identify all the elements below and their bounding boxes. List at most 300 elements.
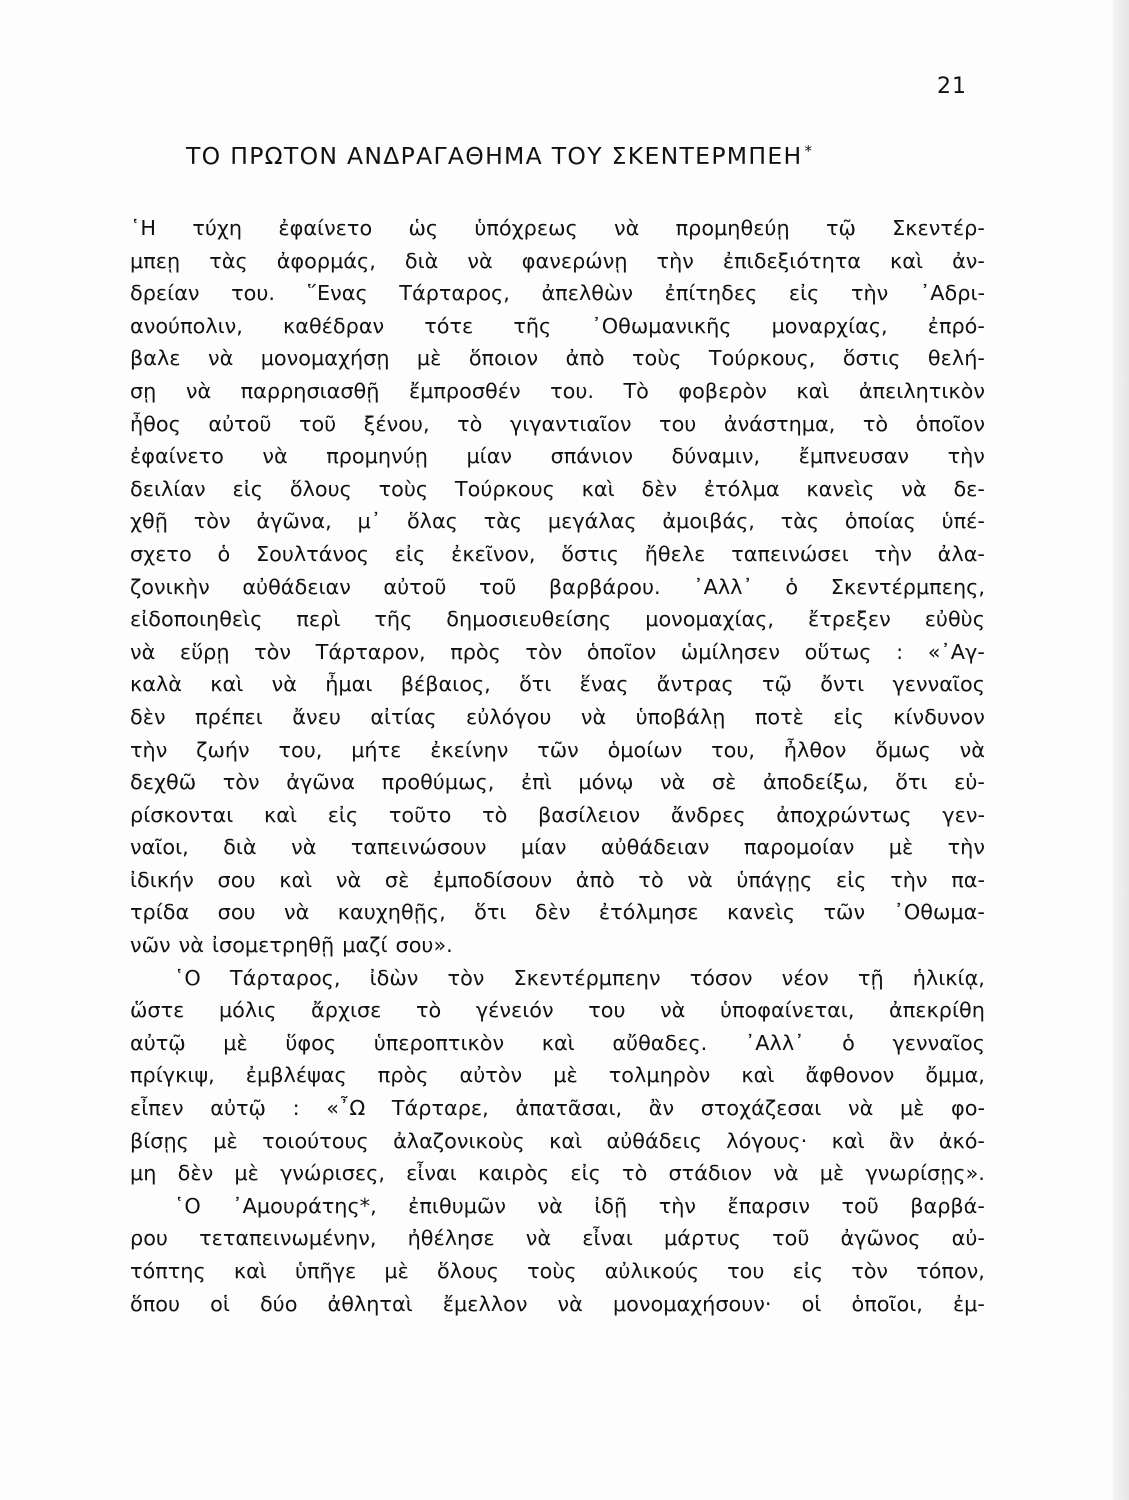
word: νὰ — [525, 1226, 552, 1251]
word: μὲ — [384, 1259, 409, 1283]
word: καὶ — [831, 1128, 865, 1153]
word: γενναῖος — [892, 672, 985, 697]
word: μὲ — [888, 835, 914, 860]
word: ἦθος — [130, 411, 181, 436]
word: ξένου, — [363, 411, 430, 436]
word: καὶ — [549, 1128, 583, 1153]
word: τῷ — [762, 672, 792, 697]
text-line — [130, 1288, 985, 1321]
word: εἰς — [792, 1259, 824, 1283]
page-edge — [1113, 0, 1129, 1500]
word: νὰ — [284, 900, 310, 925]
word: ἐπὶ — [520, 770, 552, 795]
word: τὴν — [947, 835, 985, 860]
word: ὑπάγῃς — [736, 867, 813, 892]
text-line — [130, 831, 985, 864]
word: Τὸ — [623, 378, 649, 403]
word: μαζί — [342, 933, 388, 958]
word: σῃ — [130, 378, 157, 403]
word: ῾Ο — [174, 965, 201, 990]
word: τῆς — [513, 313, 552, 338]
word: καὶ — [796, 378, 830, 403]
word: τὴν — [130, 737, 168, 762]
word: τὸν — [851, 1259, 889, 1283]
word: τὴν — [947, 444, 985, 469]
word: ἠθέλησε — [407, 1226, 495, 1251]
word: αὐθάδεις — [606, 1128, 702, 1153]
word: τοὺς — [527, 1259, 577, 1283]
word: ὁποῖον — [586, 639, 657, 664]
word: τύχη — [192, 216, 243, 240]
word: ᾿Αλλ᾿ — [744, 1030, 805, 1055]
word: καθέδραν — [282, 313, 385, 338]
word: αὐ- — [951, 1226, 985, 1251]
word: γνώρισες, — [280, 1161, 385, 1186]
word: ἀνάστημα, — [723, 411, 836, 436]
word: ἔμελλον — [442, 1291, 528, 1316]
word: ὄντι — [820, 672, 865, 697]
word: τὰς — [209, 248, 248, 273]
word: ὁμοίων — [607, 737, 683, 762]
word: οὕτως — [804, 639, 872, 664]
footnote-mark: * — [804, 142, 814, 160]
word: κίνδυνον — [893, 704, 985, 729]
word: του. — [550, 378, 594, 403]
word: ἀγῶνος — [840, 1226, 921, 1251]
word: ἐφαίνετο — [130, 444, 224, 469]
word: του — [727, 1259, 765, 1283]
word: ὅτι — [474, 900, 507, 925]
word: ρίσκονται — [130, 802, 234, 827]
word: ἦλθον — [783, 737, 847, 762]
word: δὲν — [177, 1161, 214, 1186]
word: τὴν — [890, 867, 928, 892]
word: καὶ — [890, 248, 924, 273]
word: ἔμπροσθέν — [408, 378, 521, 403]
word: δὲν — [641, 476, 678, 501]
word: ῾Η — [130, 216, 157, 240]
word: λόγους· — [726, 1128, 808, 1153]
word: βίσῃς — [130, 1128, 189, 1153]
text-line — [130, 799, 985, 832]
word: βαρβάρου. — [548, 574, 661, 599]
word: ἰσομετρηθῇ — [211, 933, 335, 958]
word: ρου — [130, 1226, 168, 1251]
word: ἄντρας — [656, 672, 734, 697]
word: δύο — [259, 1291, 298, 1316]
word: ὁ — [785, 574, 799, 599]
word: νὰ — [262, 444, 288, 469]
text-line — [130, 1222, 985, 1255]
word: πα- — [951, 867, 985, 892]
text-line — [130, 342, 985, 375]
word: εὐθὺς — [924, 607, 985, 632]
word: ἔπαρσιν — [727, 1193, 810, 1218]
word: ἂν — [648, 1096, 675, 1121]
text-line — [130, 440, 985, 473]
word: μὲ — [223, 1030, 248, 1055]
word: νὰ — [580, 704, 607, 729]
word: σου — [217, 900, 256, 925]
word: στοχάζεσαι — [700, 1096, 822, 1121]
word: τὰς — [483, 509, 523, 534]
text-line — [130, 375, 985, 408]
word: νὰ — [271, 672, 297, 697]
text-line — [130, 1027, 985, 1060]
word: ἀθληταὶ — [327, 1291, 413, 1316]
word: αὐτῷ — [210, 1096, 266, 1121]
word: τεταπεινωμένην, — [199, 1226, 377, 1251]
word: ᾿Οθωμα- — [893, 900, 985, 925]
word: βέβαιος, — [400, 672, 491, 697]
word: αὐτὸν — [459, 1063, 523, 1088]
word: τοῦτο — [388, 802, 452, 827]
word: ὅστις — [561, 541, 619, 566]
word: σὲ — [384, 867, 410, 892]
word: ποτὲ — [754, 704, 804, 729]
word: γεν- — [942, 802, 985, 827]
word: τῶν — [537, 737, 579, 762]
word: καὶ — [279, 867, 313, 892]
word: προθύμως, — [381, 770, 495, 795]
word: τῶν — [823, 900, 866, 925]
word: γενναῖος — [892, 1030, 985, 1055]
word: τὴν — [658, 1193, 697, 1218]
text-line — [130, 766, 985, 799]
word: νὰ — [901, 476, 927, 501]
word: νὰ — [467, 248, 493, 273]
word: ὑπέ- — [941, 509, 985, 534]
word: σὲ — [711, 770, 737, 795]
word: οἱ — [801, 1291, 822, 1316]
word: εἰς — [836, 867, 867, 892]
page-number: 21 — [937, 74, 967, 99]
word: τὸν — [447, 965, 485, 990]
word: ᾿Αλλ᾿ — [693, 574, 753, 599]
word: ᾿Αμουράτης*, — [232, 1193, 377, 1218]
word: ἐτόλμα — [703, 476, 780, 501]
word: αὐθάδειαν — [600, 835, 710, 860]
text-line — [130, 1255, 985, 1288]
word: ὑποφαίνεται, — [719, 998, 855, 1023]
word: του, — [278, 737, 323, 762]
word: ὅμως — [875, 737, 931, 762]
word: Τάρταρον, — [315, 639, 426, 664]
word: κανεὶς — [727, 900, 796, 925]
word: ταπεινώσει — [731, 541, 849, 566]
word: ἐκεῖνον, — [451, 541, 536, 566]
word: μεγάλας — [547, 509, 637, 534]
word: τοιούτους — [262, 1128, 369, 1153]
word: : — [896, 639, 904, 664]
text-line — [130, 1059, 985, 1092]
word: καὶ — [263, 802, 297, 827]
word: ἀλαζονικοὺς — [393, 1128, 525, 1153]
word: περὶ — [296, 607, 341, 632]
word: εἰς — [788, 281, 820, 306]
word: ἀμοιβάς, — [662, 509, 755, 534]
word: μοναρχίας, — [771, 313, 888, 338]
word: δὲν — [534, 900, 571, 925]
word: τοῦ — [841, 1193, 879, 1218]
text-line — [130, 701, 985, 734]
word: ὁποῖον — [915, 411, 985, 436]
word: μονομαχήσῃ — [260, 346, 390, 371]
word: ἐκείνην — [430, 737, 509, 762]
word: εἰς — [232, 476, 263, 501]
word: διὰ — [404, 248, 439, 273]
word: νὰ — [335, 867, 362, 892]
word: βαλε — [130, 346, 181, 371]
word: Τάρταρος, — [229, 965, 341, 990]
word: καιρὸς — [478, 1161, 550, 1186]
word: ἀπελθὼν — [541, 281, 634, 306]
word: καυχηθῇς, — [337, 900, 446, 925]
word: ἀπεκρίθη — [889, 998, 985, 1023]
word: ἄνδρες — [670, 802, 746, 827]
word: δεχθῶ — [130, 770, 197, 795]
word: ἀπατᾶσαι, — [515, 1096, 623, 1121]
word: παρομοίαν — [743, 835, 855, 860]
word: ὄμμα, — [925, 1063, 985, 1088]
word: εἶπεν — [130, 1096, 184, 1121]
word: ἐμποδίσουν — [433, 867, 553, 892]
text-line — [130, 505, 985, 538]
word: τὸν — [254, 639, 292, 664]
text-line — [130, 408, 985, 441]
word: εὐλόγου — [466, 704, 552, 729]
word: ὑποβάλῃ — [635, 704, 726, 729]
text-line — [130, 896, 985, 929]
word: του, — [711, 737, 756, 762]
word: Σκεντέρ- — [892, 216, 985, 240]
word: ὅλους — [436, 1259, 499, 1283]
text-line — [130, 473, 985, 506]
word: καὶ — [741, 1063, 775, 1088]
word: νὰ — [537, 1193, 563, 1218]
word: νὰ — [178, 933, 204, 958]
word: εἶναι — [406, 1161, 457, 1186]
word: μὲ — [213, 1128, 238, 1153]
word: μόλις — [218, 998, 277, 1023]
word: νὰ — [557, 1291, 583, 1316]
word: φανερώνῃ — [521, 248, 628, 273]
word: ὡμίλησεν — [680, 639, 781, 664]
word: τοὺς — [378, 476, 429, 501]
text-line — [130, 571, 985, 604]
text-line — [130, 668, 985, 701]
word: εὑ- — [954, 770, 985, 795]
word: νῶν — [130, 933, 171, 958]
word: νὰ — [847, 1096, 874, 1121]
word: μπεῃ — [130, 248, 181, 273]
word: ἐτόλμησε — [598, 900, 699, 925]
word: ὑπεροπτικὸν — [373, 1030, 505, 1055]
word: ὁ — [842, 1030, 855, 1055]
word: τρίδα — [130, 900, 190, 925]
word: καὶ — [541, 1030, 575, 1055]
word: εἰς — [327, 802, 359, 827]
word: ὅποιον — [468, 346, 539, 371]
word: ἡλικίᾳ, — [912, 965, 985, 990]
word: σου». — [395, 933, 453, 958]
word: καὶ — [233, 1259, 267, 1283]
word: μ᾿ — [357, 509, 382, 534]
word: βαρβά- — [910, 1193, 985, 1218]
word: ἐπρό- — [927, 313, 985, 338]
text-line — [130, 929, 985, 962]
word: ὅπου — [130, 1291, 181, 1316]
word: του — [659, 411, 697, 436]
word: τοὺς — [632, 346, 682, 371]
word: φοβερὸν — [678, 378, 767, 403]
word: τὸ — [457, 411, 483, 436]
word: δε- — [953, 476, 985, 501]
word: μόνῳ — [578, 770, 634, 795]
text-line — [130, 636, 985, 669]
word: ἀποχρώντως — [776, 802, 912, 827]
word: ὁ — [217, 541, 231, 566]
word: τὸν — [193, 509, 231, 534]
word: Τάρταρος, — [399, 281, 510, 306]
word: δειλίαν — [130, 476, 206, 501]
chapter-title — [186, 142, 813, 170]
word: γένειόν — [475, 998, 554, 1023]
word: γιγαντιαῖον — [509, 411, 632, 436]
word: Τούρκους, — [708, 346, 816, 371]
text-line — [130, 962, 985, 995]
word: τόπον, — [916, 1259, 985, 1283]
word: ἐπίτηδες — [664, 281, 758, 306]
text-line — [130, 310, 985, 343]
word: μάρτυς — [664, 1226, 741, 1251]
text-line — [130, 245, 985, 278]
word: ἀπειλητικὸν — [858, 378, 985, 403]
word: ἄνευ — [292, 704, 341, 729]
word: ὥστε — [130, 998, 185, 1023]
word: μη — [130, 1161, 157, 1186]
word: ζωήν — [196, 737, 250, 762]
word: νὰ — [959, 737, 985, 762]
word: σπάνιον — [550, 444, 633, 469]
word: τότε — [424, 313, 474, 338]
word: ὅτι — [895, 770, 928, 795]
word: μήτε — [351, 737, 402, 762]
word: του — [588, 998, 626, 1023]
text-line — [130, 212, 985, 245]
word: Σκεντέρμπεης, — [830, 574, 985, 599]
word: αὐτῷ — [130, 1030, 186, 1055]
word: δὲν — [130, 704, 166, 729]
word: εἶναι — [582, 1226, 633, 1251]
word: τοῦ — [479, 574, 517, 599]
word: ὅτι — [519, 672, 552, 697]
word: δρείαν — [130, 281, 200, 306]
word: ᾿Οθωμανικῆς — [591, 313, 732, 338]
word: αὐτοῦ — [208, 411, 272, 436]
word: «῏Ω — [326, 1096, 366, 1121]
word: αὔθαδες. — [612, 1030, 708, 1055]
word: τόπτης — [130, 1259, 206, 1283]
word: ἐμβλέψας — [245, 1063, 347, 1088]
word: νέον — [781, 965, 829, 990]
word: εὕρῃ — [179, 639, 230, 664]
word: ἄρχισε — [311, 998, 382, 1023]
word: νὰ — [660, 770, 686, 795]
word: ἄφθονον — [805, 1063, 895, 1088]
word: τῷ — [825, 216, 856, 240]
word: τὸ — [622, 1161, 648, 1186]
text-line — [130, 1190, 985, 1223]
word: νὰ — [614, 216, 640, 240]
word: ὁποῖοι, — [851, 1291, 923, 1316]
word: ἔτρεξεν — [808, 607, 891, 632]
word: πρέπει — [195, 704, 263, 729]
word: ὁποίας — [844, 509, 916, 534]
text-line — [130, 994, 985, 1027]
text-line — [130, 864, 985, 897]
word: Τάρταρε, — [391, 1096, 489, 1121]
word: πρίγκιψ, — [130, 1063, 215, 1088]
text-line — [130, 538, 985, 571]
word: καὶ — [581, 476, 615, 501]
word: ἐπιδεξιότητα — [722, 248, 861, 273]
word: μονομαχήσουν· — [612, 1291, 772, 1316]
word: ἀγῶνα — [286, 770, 356, 795]
word: νὰ — [185, 378, 212, 403]
text-line — [130, 1125, 985, 1158]
word: εἰδοποιηθεὶς — [130, 607, 263, 632]
text-line — [130, 1157, 985, 1190]
word: μονομαχίας, — [645, 607, 775, 632]
word: νὰ — [207, 346, 234, 371]
word: καὶ — [210, 672, 244, 697]
word: αὐθάδειαν — [242, 574, 351, 599]
word: ανούπολιν, — [130, 313, 243, 338]
word: νὰ — [291, 835, 317, 860]
word: καλὰ — [130, 672, 182, 697]
word: βασίλειον — [538, 802, 641, 827]
word: ὕφος — [285, 1030, 337, 1055]
word: ἀκό- — [938, 1128, 985, 1153]
word: μίαν — [520, 835, 567, 860]
word: νὰ — [773, 1161, 799, 1186]
text-line — [130, 734, 985, 767]
word: νὰ — [687, 867, 713, 892]
word: ἤθελε — [644, 541, 706, 566]
word: οἱ — [210, 1291, 230, 1316]
word: τῇ — [857, 965, 884, 990]
word: ἰδικήν — [130, 867, 194, 892]
word: Σουλτάνος — [256, 541, 369, 566]
word: νὰ — [660, 998, 686, 1023]
word: τολμηρὸν — [608, 1063, 711, 1088]
text-line — [130, 1092, 985, 1125]
word: : — [292, 1096, 300, 1121]
word: φο- — [951, 1096, 985, 1121]
word: ἔμπνευσαν — [798, 444, 910, 469]
word: εἰς — [570, 1161, 601, 1186]
word: ὡς — [408, 216, 439, 240]
word: προμηνύῃ — [326, 444, 428, 469]
word: στάδιον — [668, 1161, 753, 1186]
word: ῞Ενας — [306, 281, 368, 306]
word: μὲ — [234, 1161, 259, 1186]
word: ὑπόχρεως — [474, 216, 578, 240]
word: ἂν — [889, 1128, 915, 1153]
word: τὸν — [222, 770, 260, 795]
word: ἀλα- — [937, 541, 985, 566]
